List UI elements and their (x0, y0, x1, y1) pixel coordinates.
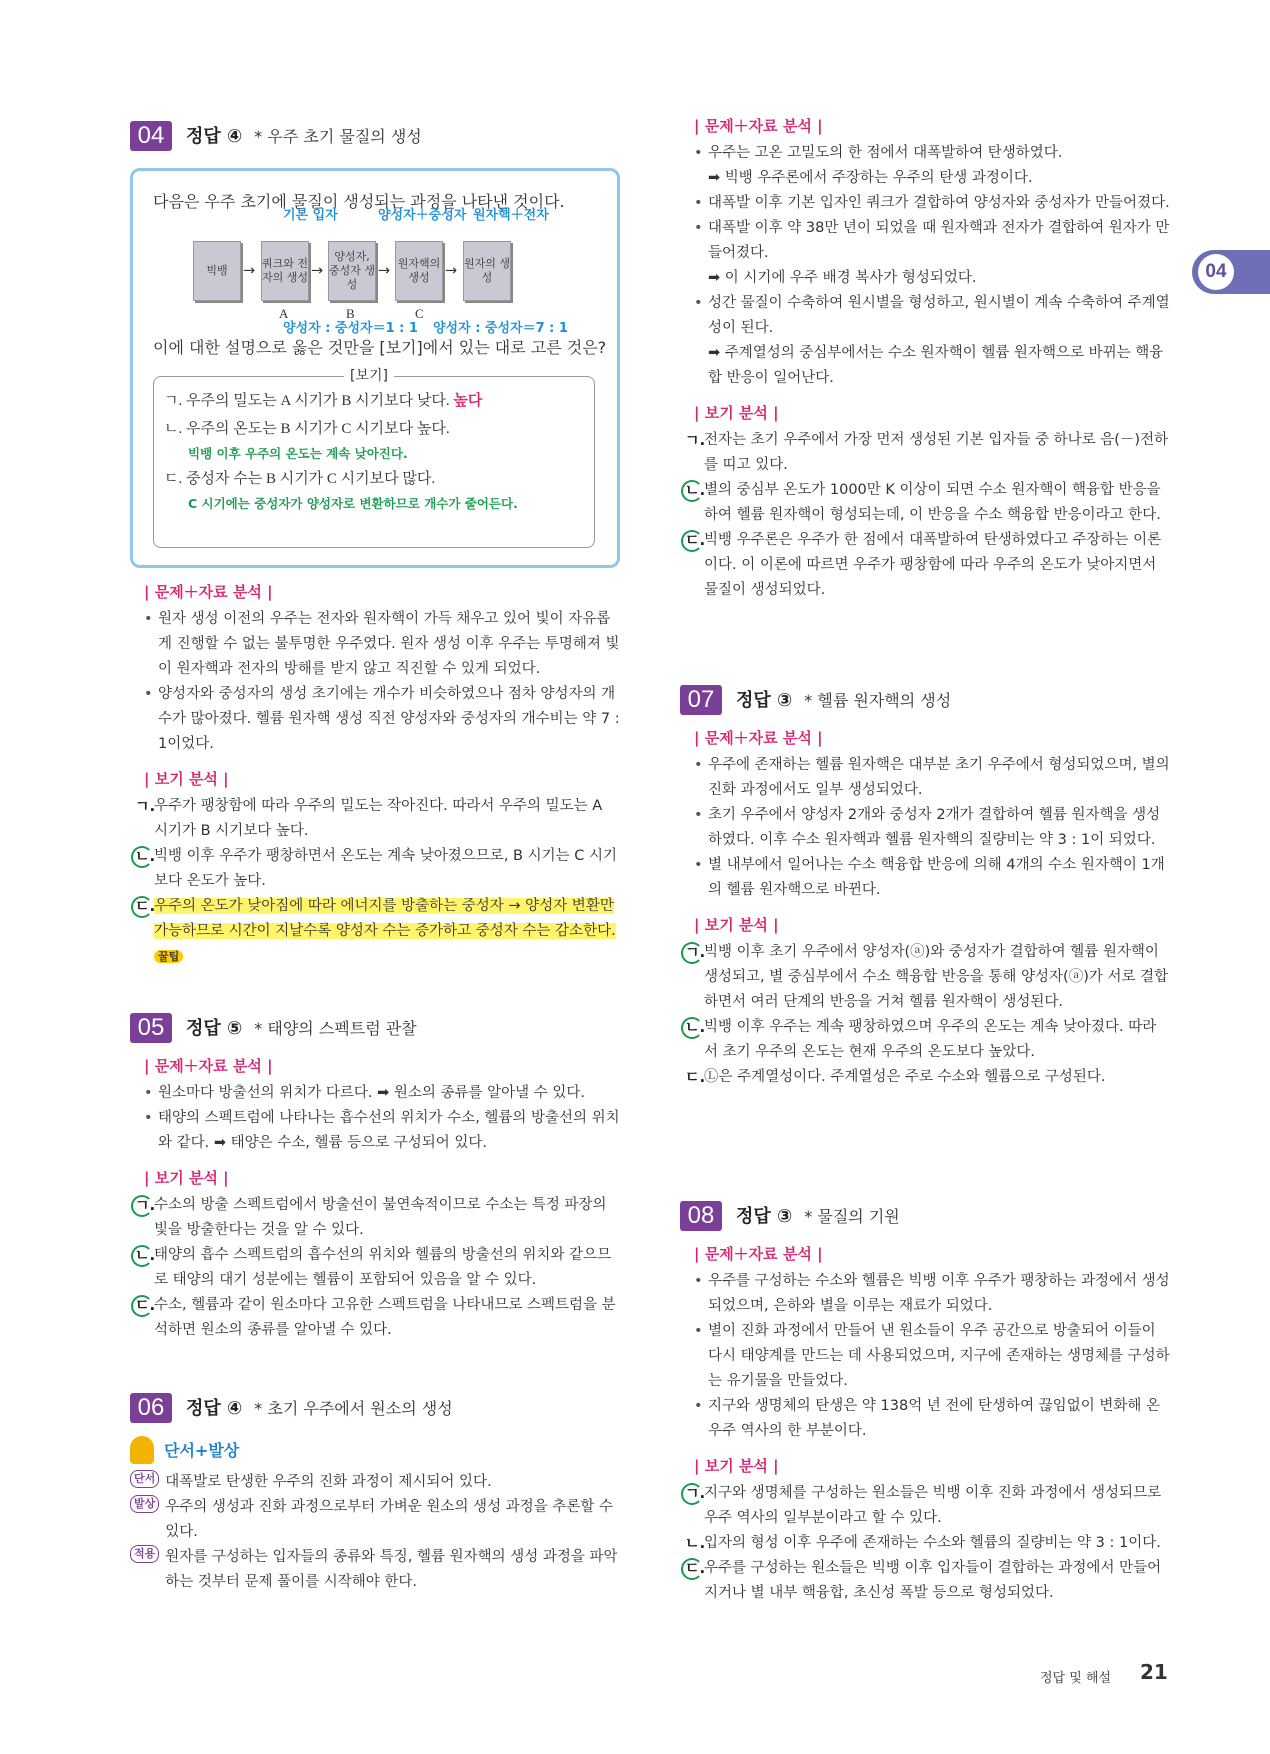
highlighted-text: 우주의 온도가 낮아짐에 따라 에너지를 방출하는 중성자 → 양성자 변환만 가능하므로 시간이 지날수록 양성자 수는 증가하고 중성자 수는 감소한다. (154, 898, 616, 939)
mark-d-circled: ㄷ. (680, 528, 704, 552)
mark-n-circled: ㄴ. (130, 844, 154, 868)
bullet: • 양성자와 중성자의 생성 초기에는 개수가 비슷하였으나 점차 양성자의 개수가 많아졌다. 헬륨 원자핵 생성 직전 양성자와 중성자의 개수비는 약 7 : 1이었다. (144, 682, 620, 757)
stage-nucleus: 원자핵의 생성 (395, 241, 443, 301)
q06-analysis (680, 114, 1170, 603)
choice-text: 빅뱅 이후 우주가 팽창하면서 온도는 계속 낮아졌으므로, B 시기는 C 시기보다 온도가 높다. (154, 848, 617, 889)
ratio-7-1: 양성자 : 중성자＝7 : 1 (433, 321, 568, 336)
choice-g: ㄱ. 지구와 생명체를 구성하는 원소들은 빅뱅 이후 진화 과정에서 생성되므로 우주 역사의 일부분이라고 할 수 있다. (680, 1481, 1170, 1531)
arrow-icon: → (445, 263, 458, 279)
head-icon (130, 1436, 154, 1464)
q05-header (130, 1012, 620, 1044)
mark-g: ㄱ. (164, 393, 183, 409)
q07-header (680, 684, 1170, 716)
bogi-label: [보기] (344, 364, 394, 389)
label-basic-particle: 기본 입자 (283, 208, 338, 223)
q04-header (130, 120, 620, 152)
mark-g: ㄱ. (685, 431, 706, 449)
tip-badge: 꿀팁 (154, 950, 183, 963)
choice-text: 우주가 팽창함에 따라 우주의 밀도는 작아진다. 따라서 우주의 밀도는 A 시기가 B 시기보다 높다. (154, 798, 603, 839)
option-g-text: 우주의 밀도는 A 시기가 B 시기보다 낮다. (186, 393, 450, 409)
arrow-icon: → (243, 263, 256, 279)
tag: 단서 (130, 1470, 159, 1488)
chapter-tab-number: 04 (1198, 254, 1234, 290)
option-d (164, 467, 435, 492)
mark-n-circled: ㄴ. (130, 1243, 154, 1267)
chapter-tab (1192, 250, 1270, 294)
stage-atom: 원자의 생성 (463, 241, 511, 301)
mark-d-circled: ㄷ. (130, 894, 154, 918)
problem-intro: 다음은 우주 초기에 물질이 생성되는 과정을 나타낸 것이다. (153, 192, 565, 211)
choice-n: ㄴ. 빅뱅 이후 우주는 계속 팽창하였으며 우주의 온도는 계속 낮아졌다. 따라서 초기 우주의 온도는 현재 우주의 온도보다 높았다. (680, 1015, 1170, 1065)
bullet: • 대폭발 이후 약 38만 년이 되었을 때 원자핵과 전자가 결합하여 원자가 만들어졌다. ➡ 이 시기에 우주 배경 복사가 형성되었다. (694, 216, 1170, 291)
question-number: 07 (680, 685, 722, 715)
section-heading: | 보기 분석 | (144, 770, 229, 788)
bullet-list (680, 753, 1170, 903)
topic-label: * 우주 초기 물질의 생성 (254, 126, 422, 146)
question-number: 05 (130, 1013, 172, 1043)
option-g (164, 389, 482, 414)
bullet: • 원자 생성 이전의 우주는 전자와 원자핵이 가득 채우고 있어 빛이 자유롭게 진행할 수 없는 불투명한 우주였다. 원자 생성 이후 우주는 투명해져 빛이 원자핵과 전자의 방해를 받지 않고 직진할 수 있게 되었다. (144, 607, 620, 682)
topic-label: * 물질의 기원 (804, 1206, 900, 1226)
option-n-text: 우주의 온도는 B 시기가 C 시기보다 높다. (186, 421, 450, 437)
bullet: • 우주에 존재하는 헬륨 원자핵은 대부분 초기 우주에서 형성되었으며, 별의 진화 과정에서도 일부 생성되었다. (694, 753, 1170, 803)
choice-d: ㄷ. Ⓛ은 주계열성이다. 주계열성은 주로 수소와 헬륨으로 구성된다. (680, 1065, 1170, 1090)
footer-label: 정답 및 해설 (1040, 1671, 1112, 1686)
q08-section (680, 1200, 1170, 1606)
mark-n: ㄴ. (685, 1534, 706, 1552)
stage-big-bang: 빅뱅 (193, 241, 241, 301)
topic-label: * 태양의 스펙트럼 관찰 (254, 1018, 417, 1038)
section-heading: | 문제＋자료 분석 | (144, 583, 273, 601)
tag: 발상 (130, 1495, 159, 1513)
answer-label: 정답 ⑤ (186, 1017, 243, 1039)
choice-g (130, 1193, 620, 1243)
stage-proton-neutron: 양성자, 중성자 생성 (328, 241, 376, 301)
choice-g: ㄱ. 빅뱅 이후 초기 우주에서 양성자(ⓐ)와 중성자가 결합하여 헬륨 원자핵이 생성되고, 별 중심부에서 수소 핵융합 반응을 통해 양성자(ⓐ)가 서로 결합하면서 여러 단계의 반응을 거쳐 헬륨 원자핵이 생성된다. (680, 940, 1170, 1015)
mark-g-circled: ㄱ. (680, 940, 704, 964)
section-heading: | 문제＋자료 분석 | (144, 1057, 273, 1075)
q06-header (130, 1392, 620, 1424)
clue-header (130, 1436, 620, 1464)
arrow-icon: → (378, 263, 391, 279)
choice-text: 수소, 헬륨과 같이 원소마다 고유한 스펙트럼을 나타내므로 스펙트럼을 분석하면 원소의 종류를 알아낼 수 있다. (154, 1297, 616, 1338)
arrow-note: ➡ 이 시기에 우주 배경 복사가 형성되었다. (708, 270, 977, 286)
choice-text: 수소의 방출 스펙트럼에서 방출선이 불연속적이므로 수소는 특정 파장의 빛을 방출한다는 것을 알 수 있다. (154, 1197, 607, 1238)
problem-box (130, 168, 620, 568)
section-heading: | 문제＋자료 분석 | (694, 729, 823, 747)
mark-d: ㄷ. (164, 471, 183, 487)
point-c: C (415, 306, 424, 321)
point-b: B (346, 306, 355, 321)
choice-d: ㄷ. 우주를 구성하는 원소들은 빅뱅 이후 입자들이 결합하는 과정에서 만들어지거나 별 내부 핵융합, 초신성 폭발 등으로 형성되었다. (680, 1556, 1170, 1606)
arrow-note: ➡ 빅뱅 우주론에서 주장하는 우주의 탄생 과정이다. (708, 170, 1033, 186)
q04-section (130, 120, 620, 152)
answer-label: 정답 ④ (186, 125, 243, 147)
clue-line: 발상 우주의 생성과 진화 과정으로부터 가벼운 원소의 생성 과정을 추론할 수 있다. (130, 1495, 620, 1545)
option-n (164, 417, 450, 442)
label-proton-neutron: 양성자＋중성자 (378, 208, 467, 223)
choice-text: 태양의 흡수 스펙트럼의 흡수선의 위치와 헬륨의 방출선의 위치와 같으므로 태양의 대기 성분에는 헬륨이 포함되어 있음을 알 수 있다. (154, 1247, 612, 1288)
q08-header (680, 1200, 1170, 1232)
answer-label: 정답 ④ (186, 1397, 243, 1419)
bullet: • 별 내부에서 일어나는 수소 핵융합 반응에 의해 4개의 수소 원자핵이 1개의 헬륨 원자핵으로 바뀐다. (694, 853, 1170, 903)
page-number: 21 (1140, 1660, 1168, 1684)
q07-section (680, 684, 1170, 1090)
bullet: • 지구와 생명체의 탄생은 약 138억 년 전에 탄생하여 끊임없이 변화해 온 우주 역사의 한 부분이다. (694, 1394, 1170, 1444)
choice-d: ㄷ. 빅뱅 우주론은 우주가 한 점에서 대폭발하여 탄생하였다고 주장하는 이론이다. 이 이론에 따르면 우주가 팽창함에 따라 우주의 온도가 낮아지면서 물질이 생성되었다. (680, 528, 1170, 603)
section-heading: | 보기 분석 | (694, 404, 779, 422)
mark-d: ㄷ. (685, 1068, 706, 1086)
tag: 적용 (130, 1545, 159, 1563)
choice-n (130, 1243, 620, 1293)
choice-d (130, 1293, 620, 1343)
question-number: 04 (130, 121, 172, 151)
problem-question: 이에 대한 설명으로 옳은 것만을 [보기]에서 있는 대로 고른 것은? (153, 338, 607, 357)
mark-d-circled: ㄷ. (680, 1556, 704, 1580)
option-d-note: C 시기에는 중성자가 양성자로 변환하므로 개수가 줄어든다. (188, 496, 518, 511)
label-nucleus-electron: 원자핵＋전자 (473, 208, 549, 223)
choice-g (130, 794, 620, 844)
section-heading: | 문제＋자료 분석 | (694, 117, 823, 135)
section-heading: | 보기 분석 | (694, 1457, 779, 1475)
section-heading: | 문제＋자료 분석 | (694, 1245, 823, 1263)
ratio-1-1: 양성자 : 중성자＝1 : 1 (283, 321, 418, 336)
bullet: • 원소마다 방출선의 위치가 다르다. ➡ 원소의 종류를 알아낼 수 있다. (144, 1081, 620, 1106)
choice-d (130, 894, 620, 969)
topic-label: * 초기 우주에서 원소의 생성 (254, 1398, 453, 1418)
mark-n-circled: ㄴ. (680, 1015, 704, 1039)
topic-label: * 헬륨 원자핵의 생성 (804, 690, 952, 710)
clue-line: 적용 원자를 구성하는 입자들의 종류와 특징, 헬륨 원자핵의 생성 과정을 파악하는 것부터 문제 풀이를 시작해야 한다. (130, 1545, 620, 1595)
bullet: • 성간 물질이 수축하여 원시별을 형성하고, 원시별이 계속 수축하여 주계열성이 된다. ➡ 주계열성의 중심부에서는 수소 원자핵이 헬륨 원자핵으로 바뀌는 핵융합 반응이 일어난다. (694, 291, 1170, 391)
bullet: • 별이 진화 과정에서 만들어 낸 원소들이 우주 공간으로 방출되어 이들이 다시 태양계를 만드는 데 사용되었으며, 지구에 존재하는 생명체를 구성하는 유기물을 만들었다. (694, 1319, 1170, 1394)
bullet-list (130, 1081, 620, 1156)
question-number: 06 (130, 1393, 172, 1423)
choice-n: ㄴ. 별의 중심부 온도가 1000만 K 이상이 되면 수소 원자핵이 핵융합 반응을 하여 헬륨 원자핵이 형성되는데, 이 반응을 수소 핵융합 반응이라고 한다. (680, 478, 1170, 528)
arrow-icon: → (311, 263, 324, 279)
bullet: • 우주를 구성하는 수소와 헬륨은 빅뱅 이후 우주가 팽창하는 과정에서 생성되었으며, 은하와 별을 이루는 재료가 되었다. (694, 1269, 1170, 1319)
answer-label: 정답 ③ (736, 1205, 793, 1227)
q04-analysis (130, 580, 620, 969)
bullet: • 우주는 고온 고밀도의 한 점에서 대폭발하여 탄생하였다. ➡ 빅뱅 우주론에서 주장하는 우주의 탄생 과정이다. (694, 141, 1170, 191)
mark-g-circled: ㄱ. (130, 1193, 154, 1217)
q06-section (130, 1392, 620, 1595)
q05-section (130, 1012, 620, 1343)
bullet: • 초기 우주에서 양성자 2개와 중성자 2개가 결합하여 헬륨 원자핵을 생성하였다. 이후 수소 원자핵과 헬륨 원자핵의 질량비는 약 3 : 1이 되었다. (694, 803, 1170, 853)
bullet: • 대폭발 이후 기본 입자인 쿼크가 결합하여 양성자와 중성자가 만들어졌다. (694, 191, 1170, 216)
arrow-note: ➡ 주계열성의 중심부에서는 수소 원자핵이 헬륨 원자핵으로 바뀌는 핵융합 반응이 일어난다. (708, 345, 1164, 386)
bullet-list (680, 141, 1170, 391)
clue-title: 단서+발상 (164, 1440, 240, 1460)
choice-n: ㄴ. 입자의 형성 이후 우주에 존재하는 수소와 헬륨의 질량비는 약 3 : 1이다. (680, 1531, 1170, 1556)
mark-g-circled: ㄱ. (680, 1481, 704, 1505)
section-heading: | 보기 분석 | (694, 916, 779, 934)
mark-n-circled: ㄴ. (680, 478, 704, 502)
mark-d-circled: ㄷ. (130, 1293, 154, 1317)
bullet-list (130, 607, 620, 757)
question-number: 08 (680, 1201, 722, 1231)
answer-label: 정답 ③ (736, 689, 793, 711)
mark-g: ㄱ. (135, 797, 156, 815)
option-n-note: 빅뱅 이후 우주의 온도는 계속 낮아진다. (188, 446, 408, 461)
stage-quark-electron: 쿼크와 전자의 생성 (261, 241, 309, 301)
option-d-text: 중성자 수는 B 시기가 C 시기보다 많다. (186, 471, 436, 487)
bullet: • 태양의 스펙트럼에 나타나는 흡수선의 위치가 수소, 헬륨의 방출선의 위치와 같다. ➡ 태양은 수소, 헬륨 등으로 구성되어 있다. (144, 1106, 620, 1156)
choice-n (130, 844, 620, 894)
mark-n: ㄴ. (164, 421, 183, 437)
choice-g: ㄱ. 전자는 초기 우주에서 가장 먼저 생성된 기본 입자들 중 하나로 음(－)전하를 띠고 있다. (680, 428, 1170, 478)
option-g-fix: 높다 (453, 393, 483, 409)
section-heading: | 보기 분석 | (144, 1169, 229, 1187)
bogi-box (153, 368, 595, 548)
bullet-list (680, 1269, 1170, 1444)
clue-line: 단서 대폭발로 탄생한 우주의 진화 과정이 제시되어 있다. (130, 1470, 620, 1495)
point-a: A (279, 306, 289, 321)
